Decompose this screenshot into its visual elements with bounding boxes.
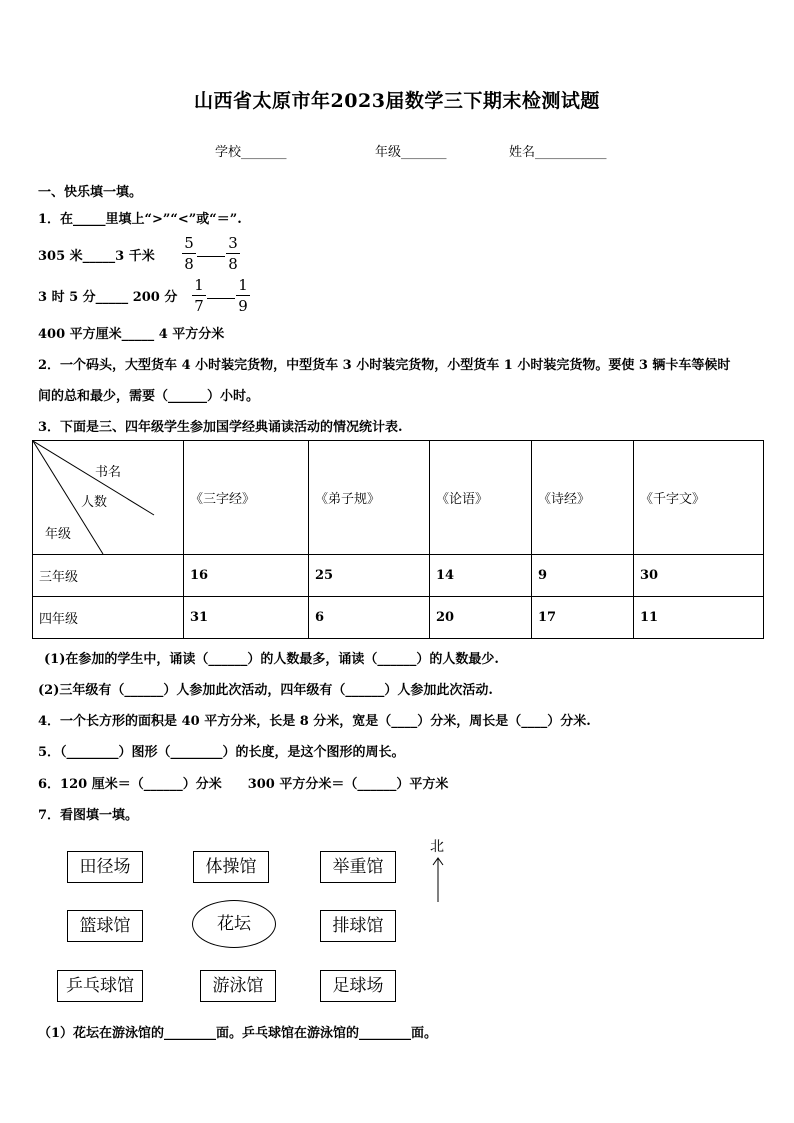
table-cell: 14 bbox=[430, 555, 532, 597]
section-heading: 一、快乐填一填。 bbox=[38, 185, 143, 200]
q1-prompt: 1．在_____里填上“>”“<”或“＝”. bbox=[38, 212, 242, 227]
fraction-three-eighths: 3 8 bbox=[226, 234, 240, 273]
table-row bbox=[33, 555, 764, 597]
table-header-cell: 《诗经》 bbox=[532, 441, 634, 555]
fraction-five-eighths: 5 8 bbox=[182, 234, 196, 273]
name-field: 姓名___________ bbox=[509, 145, 607, 160]
table-cell: 31 bbox=[184, 597, 309, 639]
table-cell: 6 bbox=[309, 597, 430, 639]
place-swimming-hall: 游泳馆 bbox=[200, 970, 276, 1002]
corner-book-label: 书名 bbox=[95, 465, 122, 480]
place-basketball-hall: 篮球馆 bbox=[67, 910, 143, 942]
place-gymnastics-hall: 体操馆 bbox=[193, 851, 269, 883]
table-cell: 9 bbox=[532, 555, 634, 597]
q1-a: 305 米_____3 千米 bbox=[38, 249, 155, 264]
table-cell: 20 bbox=[430, 597, 532, 639]
fraction-one-seventh: 1 7 bbox=[192, 276, 206, 315]
q1-c: 400 平方厘米_____ 4 平方分米 bbox=[38, 327, 225, 342]
table-cell: 17 bbox=[532, 597, 634, 639]
table-corner-cell bbox=[33, 441, 184, 555]
table-header-cell: 《千字文》 bbox=[634, 441, 764, 555]
row-label: 三年级 bbox=[33, 555, 184, 597]
table-header-row bbox=[33, 441, 764, 555]
place-track-field: 田径场 bbox=[67, 851, 143, 883]
statistics-table bbox=[32, 440, 764, 639]
q3-sub1: (1)在参加的学生中，诵读（______）的人数最多，诵读（______）的人数最少. bbox=[44, 652, 499, 667]
place-pingpong-hall: 乒乓球馆 bbox=[57, 970, 143, 1002]
fraction-one-ninth: 1 9 bbox=[236, 276, 250, 315]
grade-field: 年级_______ bbox=[375, 145, 447, 160]
table-row bbox=[33, 597, 764, 639]
place-flower-bed: 花坛 bbox=[192, 900, 276, 948]
q4: 4．一个长方形的面积是 40 平方分米，长是 8 分米，宽是（____）分米，周长是（____）分米. bbox=[38, 714, 591, 729]
place-weightlifting-hall: 举重馆 bbox=[320, 851, 396, 883]
q3-sub2: (2)三年级有（______）人参加此次活动，四年级有（______）人参加此次活动. bbox=[38, 683, 493, 698]
place-volleyball-hall: 排球馆 bbox=[320, 910, 396, 942]
table-cell: 16 bbox=[184, 555, 309, 597]
table-header-cell: 《弟子规》 bbox=[309, 441, 430, 555]
blank-dash bbox=[197, 256, 225, 257]
table-header-cell: 《三字经》 bbox=[184, 441, 309, 555]
corner-people-label: 人数 bbox=[81, 495, 108, 510]
q3-prompt: 3．下面是三、四年级学生参加国学经典诵读活动的情况统计表. bbox=[38, 420, 403, 435]
q2-line2: 间的总和最少，需要（______）小时。 bbox=[38, 389, 260, 404]
q7-sub1: （1）花坛在游泳馆的________面。乒乓球馆在游泳馆的________面。 bbox=[38, 1026, 438, 1041]
table-header-cell: 《论语》 bbox=[430, 441, 532, 555]
corner-grade-label: 年级 bbox=[45, 527, 72, 542]
north-label: 北 bbox=[430, 839, 444, 855]
school-field: 学校_______ bbox=[215, 145, 287, 160]
q6: 6．120 厘米＝（______）分米 300 平方分米＝（______）平方米 bbox=[38, 777, 449, 792]
q2-line1: 2．一个码头，大型货车 4 小时装完货物，中型货车 3 小时装完货物，小型货车 1 小时装完货物。要使 3 辆卡车等候时 bbox=[38, 358, 731, 373]
table-cell: 11 bbox=[634, 597, 764, 639]
q7-prompt: 7．看图填一填。 bbox=[38, 808, 139, 823]
table-cell: 25 bbox=[309, 555, 430, 597]
north-arrow-icon bbox=[430, 856, 446, 904]
q5: 5．（________）图形（________）的长度，是这个图形的周长。 bbox=[38, 745, 405, 760]
q1-b: 3 时 5 分_____ 200 分 bbox=[38, 290, 178, 305]
row-label: 四年级 bbox=[33, 597, 184, 639]
place-football-field: 足球场 bbox=[320, 970, 396, 1002]
page-title: 山西省太原市年2023届数学三下期末检测试题 bbox=[194, 90, 600, 112]
blank-dash bbox=[207, 298, 235, 299]
table-cell: 30 bbox=[634, 555, 764, 597]
